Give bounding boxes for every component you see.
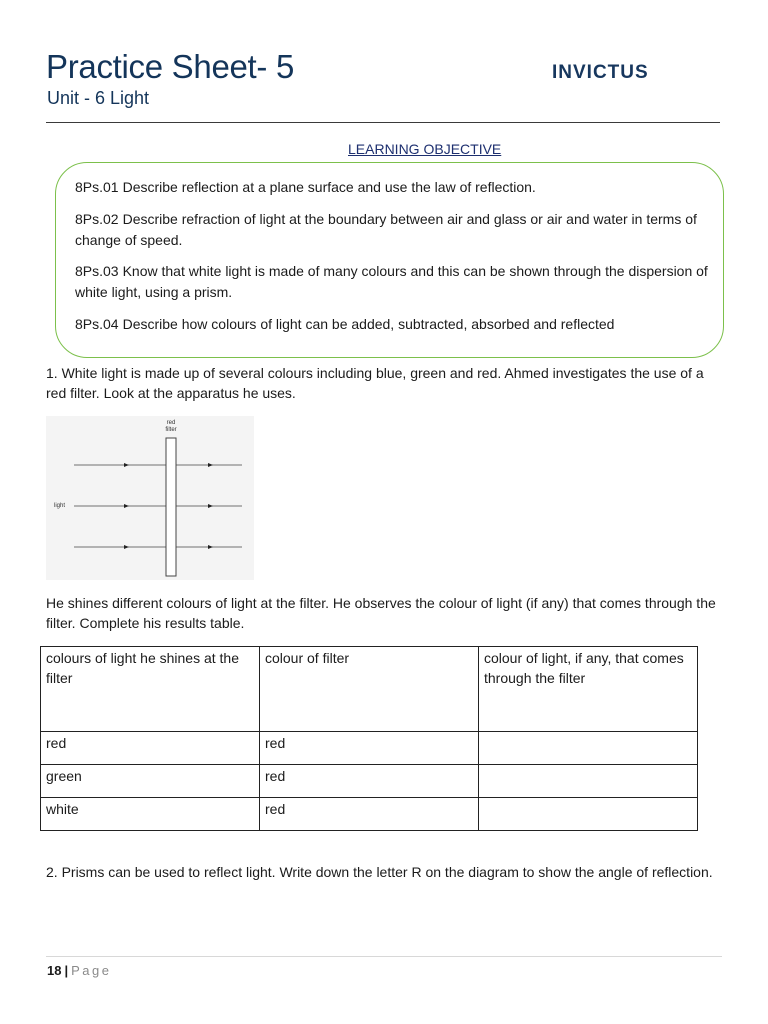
footer-divider <box>46 956 722 957</box>
objective-code: 8Ps.04 <box>75 316 119 332</box>
learning-objective-heading: LEARNING OBJECTIVE <box>348 141 502 157</box>
results-table <box>40 646 698 831</box>
answer-cell[interactable] <box>479 798 698 831</box>
question-1-instructions: He shines different colours of light at the filter. He observes the colour of light (if any) that comes through the filter. Complete his results table. <box>46 595 716 631</box>
table-header-row <box>41 647 698 732</box>
table-row <box>41 798 698 831</box>
table-row <box>41 732 698 765</box>
filter-colour-cell: red <box>260 798 479 831</box>
filter-label-line1: red <box>166 420 176 426</box>
objective-text: Describe how colours of light can be added, subtracted, absorbed and reflected <box>122 316 615 332</box>
header-divider <box>46 122 720 123</box>
table-header-cell: colours of light he shines at the filter <box>41 647 260 732</box>
footer-separator: | <box>64 963 69 978</box>
objective-text: Know that white light is made of many colours and this can be shown through the dispersion of white light, using a prism. <box>75 263 708 300</box>
objective-item <box>75 261 715 303</box>
answer-cell[interactable] <box>479 765 698 798</box>
question-2-text: 2. Prisms can be used to reflect light. Write down the letter R on the diagram to show the angle of reflection. <box>46 864 713 880</box>
objective-item <box>75 177 715 198</box>
objective-text: Describe refraction of light at the boundary between air and glass or air and water in terms of change of speed. <box>75 211 697 248</box>
red-filter-apparatus-diagram <box>46 416 254 580</box>
red-filter-block <box>166 438 176 576</box>
objective-text: Describe reflection at a plane surface and use the law of reflection. <box>122 179 536 195</box>
table-header-cell: colour of light, if any, that comes through the filter <box>479 647 698 732</box>
filter-label-line2: filter <box>165 427 177 433</box>
table-header-cell: colour of filter <box>260 647 479 732</box>
light-colour-cell: red <box>41 732 260 765</box>
table-row <box>41 765 698 798</box>
page-word: Page <box>71 963 112 978</box>
unit-subtitle: Unit - 6 Light <box>47 88 150 108</box>
light-colour-cell: white <box>41 798 260 831</box>
light-label: light <box>54 503 66 509</box>
objective-code: 8Ps.01 <box>75 179 119 195</box>
diagram-background <box>46 416 254 580</box>
objective-item <box>75 209 715 251</box>
page-title: Practice Sheet- 5 <box>46 48 295 85</box>
invictus-logo: INVICTUS <box>552 62 649 83</box>
question-1-text: 1. White light is made up of several colours including blue, green and red. Ahmed investigates the use of a red filter. Look at the apparatus he uses. <box>46 365 704 401</box>
objective-item <box>75 314 715 335</box>
filter-colour-cell: red <box>260 732 479 765</box>
page-number: 18 <box>47 963 62 978</box>
answer-cell[interactable] <box>479 732 698 765</box>
filter-colour-cell: red <box>260 765 479 798</box>
objective-code: 8Ps.02 <box>75 211 119 227</box>
page-footer <box>47 963 111 978</box>
light-colour-cell: green <box>41 765 260 798</box>
objective-code: 8Ps.03 <box>75 263 119 279</box>
